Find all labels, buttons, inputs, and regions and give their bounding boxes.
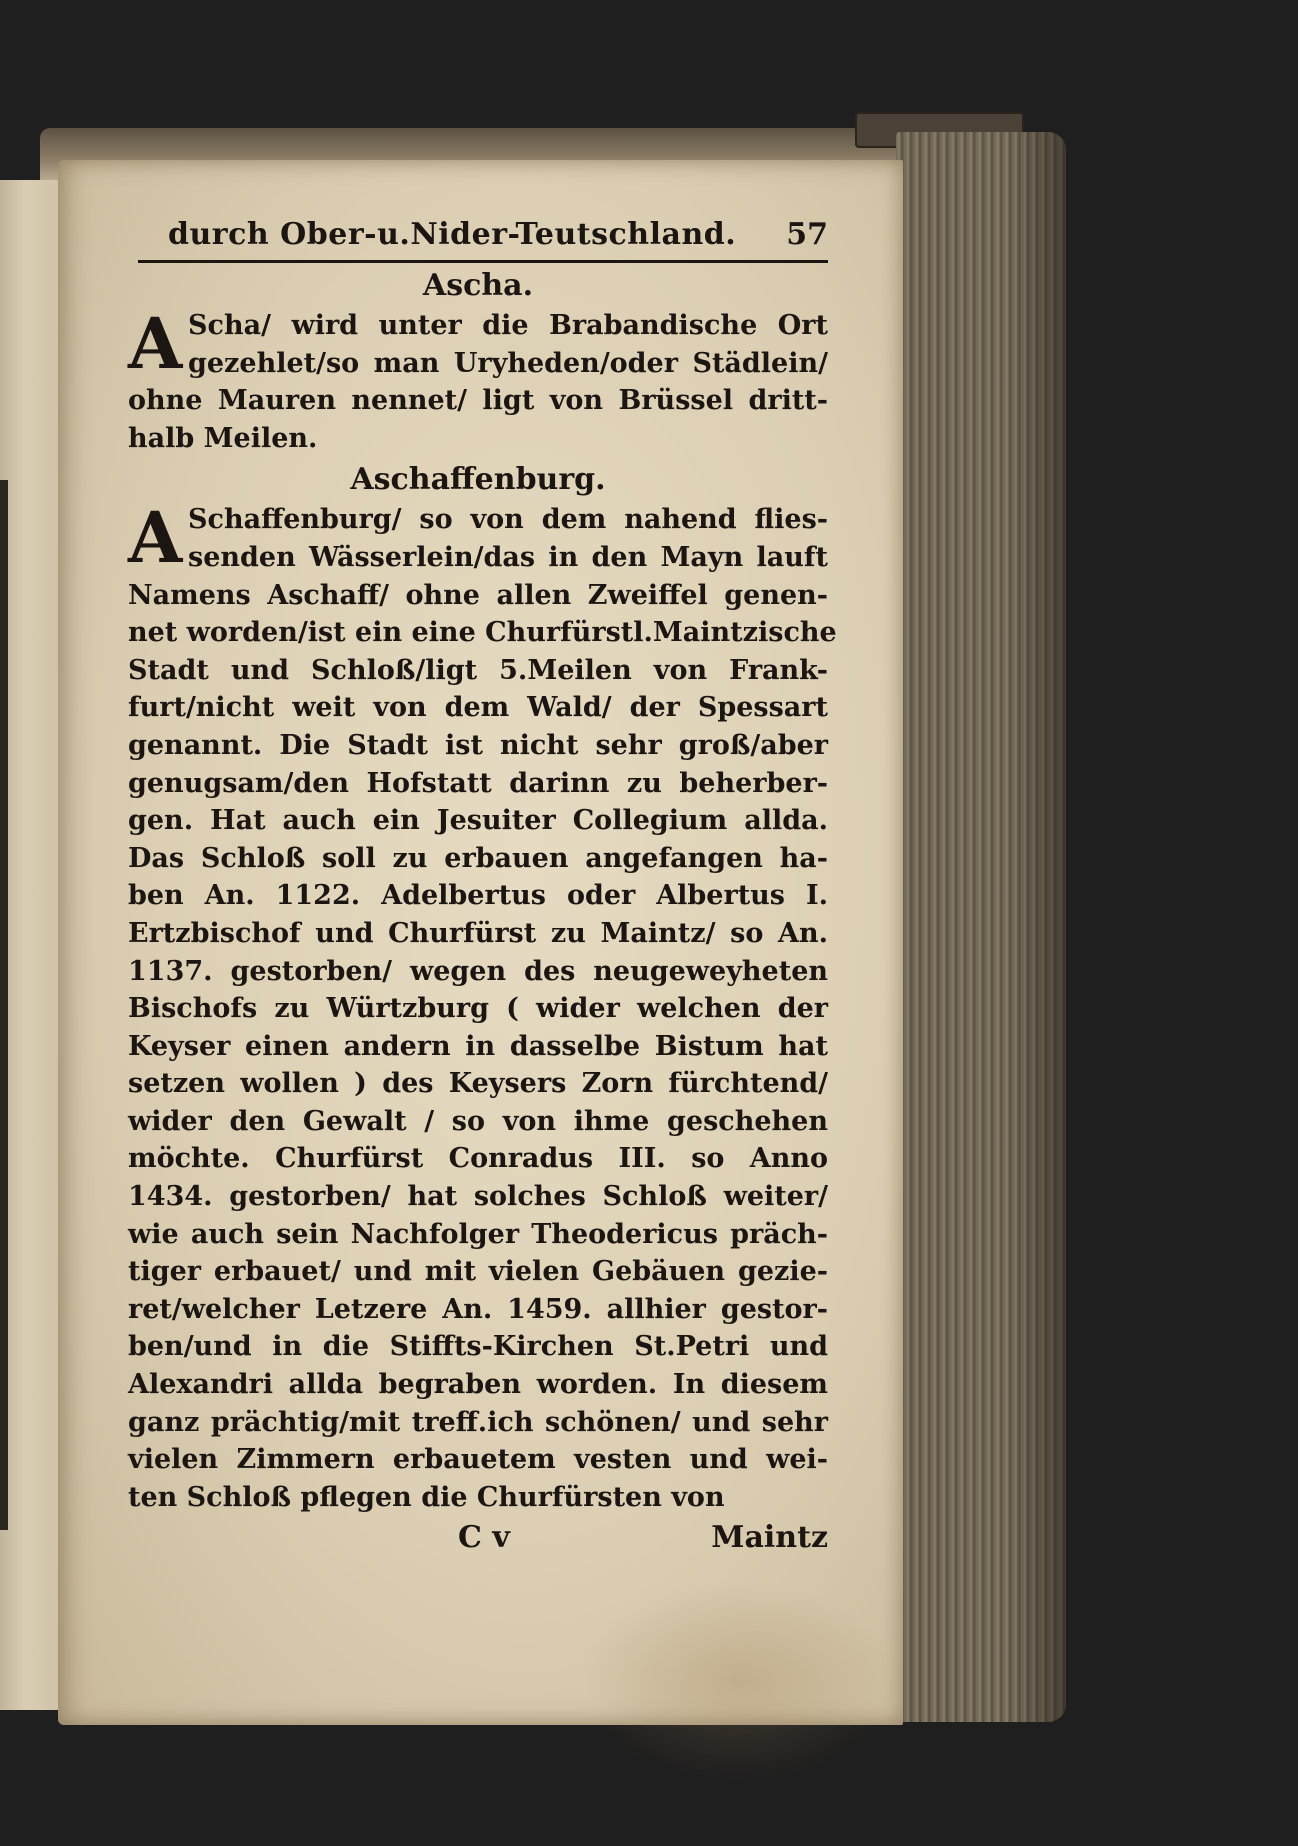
text-line: Ertzbischof und Churfürst zu Maintz/ so An. (128, 917, 828, 949)
text-line: ganz prächtig/mit treff.ich schönen/ und sehr (128, 1406, 828, 1438)
text-line: ben/und in die Stiffts-Kirchen St.Petri und (128, 1331, 828, 1363)
catchword: Maintz (711, 1520, 828, 1556)
text-line: vielen Zimmern erbauetem vesten und wei- (128, 1444, 828, 1476)
text-line: ohne Mauren nennet/ ligt von Brüssel dritt- (128, 385, 828, 417)
page-number: 57 (786, 217, 828, 252)
text-line: gen. Hat auch ein Jesuiter Collegium allda. (128, 805, 828, 837)
header-rule (138, 260, 828, 263)
text-line: Alexandri allda begraben worden. In diesem (128, 1369, 828, 1401)
page-text (128, 212, 837, 1558)
section-title-aschaffenburg: Aschaffenburg. (350, 462, 606, 498)
text-line: Stadt und Schloß/ligt 5.Meilen von Frank- (128, 654, 828, 686)
page-edges-shadow (1010, 132, 1066, 1722)
text-line: Scha/ wird unter die Brabandische Ort (188, 310, 828, 341)
text-line: Schaffenburg/ so von dem nahend flies- (188, 504, 828, 536)
text-line: möchte. Churfürst Conradus III. so Anno (128, 1143, 828, 1175)
text-line: ret/welcher Letzere An. 1459. allhier gestor- (128, 1293, 828, 1325)
running-title: durch Ober-u.Nider-Teutschland. (168, 217, 737, 252)
text-line: tiger erbauet/ und mit vielen Gebäuen gezie- (128, 1256, 828, 1288)
text-line: Keyser einen andern in dasselbe Bistum hat (128, 1030, 828, 1062)
paragraph-aschaffenburg (128, 496, 837, 1516)
text-line: 1137. gestorben/ wegen des neugeweyheten (128, 955, 828, 987)
text-line: net worden/ist ein eine Churfürstl.Maintzische (128, 617, 837, 649)
text-line: setzen wollen ) des Keysers Zorn fürchtend/ (128, 1068, 828, 1100)
text-line: ten Schloß pflegen die Churfürsten von (128, 1481, 725, 1513)
text-line: wider den Gewalt / so von ihme geschehen (128, 1105, 828, 1137)
text-line: Bischofs zu Würtzburg ( wider welchen der (128, 993, 828, 1025)
text-line: 1434. gestorben/ hat solches Schloß weiter/ (128, 1181, 828, 1213)
text-line: gezehlet/so man Uryheden/oder Städlein/ (188, 347, 828, 379)
text-line: halb Meilen. (128, 422, 318, 454)
text-line: genannt. Die Stadt ist nicht sehr groß/aber (128, 729, 828, 761)
drop-initial: A (128, 302, 183, 385)
paragraph-ascha (128, 302, 828, 457)
text-line: Namens Aschaff/ ohne allen Zweiffel genen- (128, 579, 828, 611)
text-line: wie auch sein Nachfolger Theodericus präch- (128, 1218, 828, 1250)
signature-mark: C v (458, 1520, 510, 1556)
text-line: ben An. 1122. Adelbertus oder Albertus I. (128, 880, 828, 912)
text-line: furt/nicht weit von dem Wald/ der Spessart (128, 692, 828, 724)
drop-initial: A (128, 496, 183, 580)
left-page-rule (0, 480, 8, 1530)
left-page-edge (0, 180, 64, 1710)
page-footer (128, 1518, 828, 1558)
page-stain (578, 1580, 898, 1780)
text-line: genugsam/den Hofstatt darinn zu beherber- (128, 767, 828, 799)
text-line: Das Schloß soll zu erbauen angefangen ha- (128, 842, 828, 874)
running-header (128, 212, 828, 258)
section-title-ascha: Ascha. (422, 268, 534, 303)
text-line: senden Wässerlein/das in den Mayn lauft (188, 541, 828, 573)
